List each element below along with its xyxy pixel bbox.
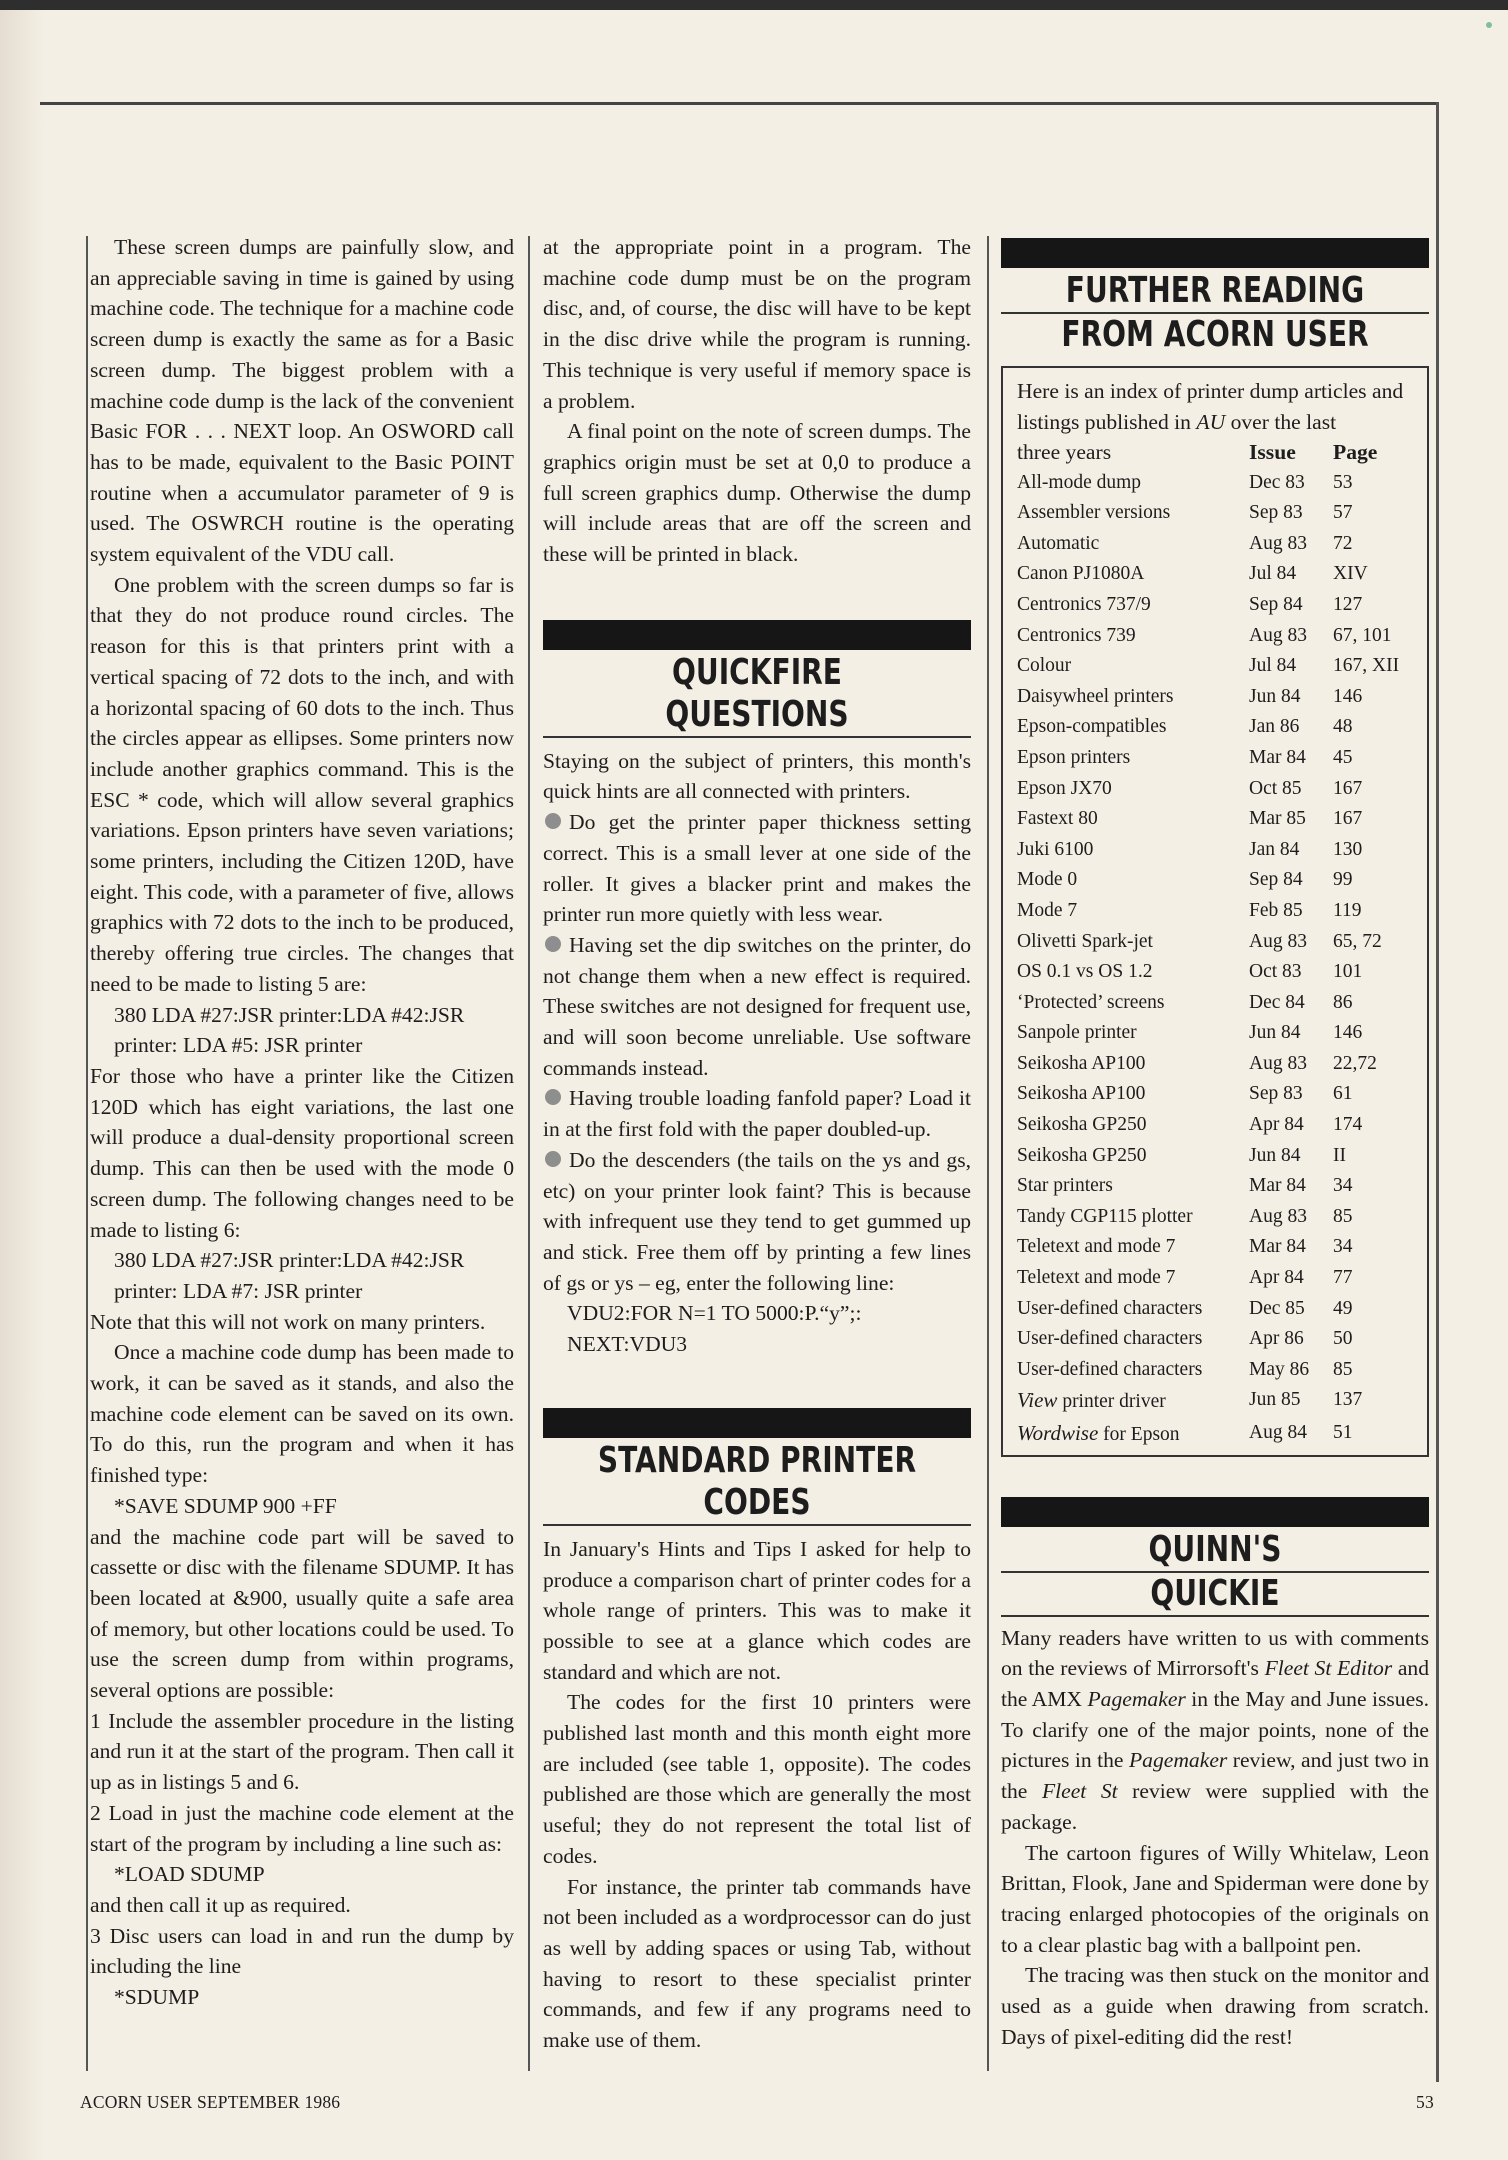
- table-cell-issue: Apr 84: [1249, 1114, 1304, 1136]
- table-cell-page: XIV: [1333, 563, 1368, 585]
- table-cell-title: Seikosha AP100: [1017, 1083, 1146, 1105]
- table-row: [1017, 774, 1415, 805]
- table-cell-page: 34: [1333, 1236, 1353, 1258]
- table-cell-issue: Apr 86: [1249, 1328, 1304, 1350]
- paragraph: These screen dumps are painfully slow, and an appreciable saving in time is gained by using machine code. The technique for a machine code screen dump is exactly the same as for a Basic screen dump. The biggest problem with a machine code dump is the lack of the convenient Basic FOR . . . NEXT loop. An OSWORD call has to be made, equivalent to the Basic POINT routine when a accumulator parameter of 9 is used. The OSWRCH routine is the operating system equivalent of the VDU call.: [90, 235, 514, 567]
- table-cell-title: Centronics 739: [1017, 624, 1136, 646]
- paragraph: at the appropriate point in a program. The machine code dump must be on the program disc, and, of course, the disc will have to be kept in the disc drive while the program is running. This technique is very useful if memory space is a problem.: [543, 235, 971, 413]
- table-cell-page: 167, XII: [1333, 655, 1400, 677]
- heading-bar: [1001, 1497, 1429, 1527]
- quickfire-heading-line1: QUICKFIRE: [672, 651, 842, 693]
- paragraph: and then call it up as required.: [90, 1892, 351, 1917]
- table-cell-issue: Sep 83: [1249, 502, 1303, 524]
- table-cell-issue: Oct 83: [1249, 961, 1302, 983]
- table-cell-issue: Feb 85: [1249, 899, 1303, 921]
- paragraph: 1 Include the assembler procedure in the listing and run it at the start of the program. Then call it up as in listings 5 and 6.: [90, 1708, 514, 1795]
- quickfire-bullet: Having trouble loading fanfold paper? Load it in at the first fold with the paper doubled-up.: [543, 1086, 971, 1142]
- paragraph: For those who have a printer like the Citizen 120D which has eight variations, the last one will produce a dual-density proportional screen dump. This can then be used with the mode 0 screen dump. The following changes need to be made to listing 6:: [90, 1063, 514, 1242]
- table-cell-page: 48: [1333, 716, 1353, 738]
- table-cell-title: User-defined characters: [1017, 1328, 1203, 1350]
- table-cell-title: Seikosha AP100: [1017, 1052, 1146, 1074]
- table-cell-page: 72: [1333, 532, 1353, 554]
- table-cell-title: Epson-compatibles: [1017, 716, 1167, 738]
- table-row: [1017, 1049, 1415, 1080]
- table-cell-issue: Dec 83: [1249, 471, 1305, 493]
- column-rule-middle: [528, 236, 530, 2071]
- page-number: 53: [1416, 2092, 1434, 2112]
- table-cell-issue: Aug 83: [1249, 930, 1307, 952]
- table-cell-issue: Aug 83: [1249, 1205, 1307, 1227]
- table-row: [1017, 1018, 1415, 1049]
- table-cell-title: Fastext 80: [1017, 808, 1098, 830]
- code-listing: *SAVE SDUMP 900 +FF: [114, 1493, 337, 1518]
- article-column-2: [543, 232, 971, 2056]
- table-row: [1017, 1263, 1415, 1294]
- paragraph: Note that this will not work on many printers.: [90, 1309, 486, 1334]
- table-row: [1017, 957, 1415, 988]
- paragraph: The cartoon figures of Willy Whitelaw, Leon Brittan, Flook, Jane and Spiderman were done by tracing enlarged photocopies of the originals on to a clear plastic bag with a ballpoint pen.: [1001, 1840, 1429, 1957]
- table-cell-page: 61: [1333, 1083, 1353, 1105]
- table-cell-page: 22,72: [1333, 1052, 1377, 1074]
- table-cell-page: 86: [1333, 991, 1353, 1013]
- table-row: [1017, 835, 1415, 866]
- table-cell-title: Star printers: [1017, 1175, 1113, 1197]
- table-cell-title: Automatic: [1017, 532, 1100, 554]
- bullet-icon: [545, 936, 561, 952]
- table-cell-title: Centronics 737/9: [1017, 593, 1151, 615]
- table-cell-title: Tandy CGP115 plotter: [1017, 1205, 1193, 1227]
- table-row: [1017, 559, 1415, 590]
- paragraph: Many readers have written to us with comments on the reviews of Mirrorsoft's Fleet St Editor and the AMX Pagemaker in the May and June issues. To clarify one of the major points, none of the pictures in the Pagemaker review, and just two in the Fleet St review were supplied with the package.: [1001, 1625, 1430, 1834]
- paragraph: Once a machine code dump has been made to work, it can be saved as it stands, and also the machine code element can be saved on its own. To do this, run the program and when it has finished type:: [90, 1340, 514, 1488]
- heading-bar: [543, 1408, 971, 1438]
- table-cell-issue: Mar 84: [1249, 746, 1306, 768]
- table-cell-title: User-defined characters: [1017, 1297, 1203, 1319]
- table-cell-issue: Jul 84: [1249, 655, 1297, 677]
- footer-publication: ACORN USER SEPTEMBER 1986: [80, 2092, 341, 2112]
- table-cell-issue: Jan 86: [1249, 716, 1300, 738]
- table-row: [1017, 1294, 1415, 1325]
- quickfire-bullet: Do get the printer paper thickness setting correct. This is a small lever at one side of the roller. It gives a blacker print and makes the printer run more quietly with less wear.: [543, 810, 971, 927]
- table-cell-title: Daisywheel printers: [1017, 685, 1174, 707]
- table-row: [1017, 1232, 1415, 1263]
- table-cell-page: 99: [1333, 869, 1353, 891]
- quinns-quickie-heading-line2: QUICKIE: [1150, 1572, 1280, 1614]
- table-cell-page: 49: [1333, 1297, 1353, 1319]
- paragraph: A final point on the note of screen dumps. The graphics origin must be set at 0,0 to produce a full screen graphics dump. Otherwise the dump will include areas that are off the screen and these will be printed in black.: [543, 419, 971, 567]
- table-row: [1017, 743, 1415, 774]
- table-cell-issue: Jul 84: [1249, 563, 1297, 585]
- further-reading-box: [1001, 366, 1429, 1457]
- column-header-issue: Issue: [1249, 440, 1296, 465]
- table-cell-title: OS 0.1 vs OS 1.2: [1017, 961, 1153, 983]
- column-rule-left: [86, 236, 88, 2071]
- table-row: [1017, 468, 1415, 499]
- table-row: [1017, 896, 1415, 927]
- table-cell-page: 167: [1333, 808, 1363, 830]
- table-cell-page: 85: [1333, 1358, 1353, 1380]
- column-rule-right: [987, 236, 989, 2071]
- bullet-icon: [545, 813, 561, 829]
- table-header-row: [1017, 437, 1415, 468]
- table-cell-title: Seikosha GP250: [1017, 1144, 1147, 1166]
- table-row: [1017, 865, 1415, 896]
- table-cell-title: Juki 6100: [1017, 838, 1094, 860]
- table-row: [1017, 529, 1415, 560]
- page-spine: [0, 0, 44, 2160]
- table-cell-title: All-mode dump: [1017, 471, 1142, 493]
- table-row: [1017, 927, 1415, 958]
- top-edge-rule: [0, 0, 1508, 10]
- table-row: [1017, 590, 1415, 621]
- table-row: [1017, 651, 1415, 682]
- column-header-page: Page: [1333, 440, 1378, 465]
- bullet-icon: [545, 1089, 561, 1105]
- table-cell-title: Teletext and mode 7: [1017, 1267, 1176, 1289]
- table-cell-page: 130: [1333, 838, 1363, 860]
- table-cell-page: 167: [1333, 777, 1363, 799]
- table-cell-page: 45: [1333, 746, 1353, 768]
- table-cell-issue: Dec 85: [1249, 1297, 1305, 1319]
- heading-bar: [543, 620, 971, 650]
- table-cell-page: 67, 101: [1333, 624, 1392, 646]
- paragraph: The codes for the first 10 printers were published last month and this month eight more are included (see table 1, opposite). The codes published are those which are generally the most useful; they do not represent the total list of codes.: [543, 1690, 971, 1868]
- table-cell-issue: Aug 83: [1249, 1052, 1307, 1074]
- table-cell-issue: Sep 83: [1249, 1083, 1303, 1105]
- table-cell-issue: Jun 84: [1249, 1144, 1301, 1166]
- table-cell-issue: Jun 84: [1249, 1022, 1301, 1044]
- paragraph: For instance, the printer tab commands have not been included as a wordprocessor can do just as well by adding spaces or using Tab, without having to resort to these specialist printer commands, and few if any programs need to make use of them.: [543, 1874, 971, 2053]
- table-cell-issue: Mar 84: [1249, 1175, 1306, 1197]
- standard-codes-heading-line2: CODES: [703, 1481, 811, 1523]
- quickfire-bullet: Having set the dip switches on the printer, do not change them when a new effect is required. These switches are not designed for frequent use, and will soon become unreliable. Use software commands instead.: [543, 932, 971, 1080]
- table-intro-tail: three years: [1017, 440, 1112, 464]
- table-cell-issue: Jun 84: [1249, 685, 1301, 707]
- code-listing: 380 LDA #27:JSR printer:LDA #42:JSR printer: LDA #5: JSR printer: [114, 1002, 465, 1058]
- table-cell-title: Colour: [1017, 655, 1072, 677]
- table-row: [1017, 1171, 1415, 1202]
- code-listing: 380 LDA #27:JSR printer:LDA #42:JSR printer: LDA #7: JSR printer: [114, 1248, 465, 1303]
- table-cell-title: Sanpole printer: [1017, 1022, 1137, 1044]
- heading-bar: [1001, 238, 1429, 268]
- corner-mark: [1486, 22, 1492, 28]
- table-cell-issue: Mar 85: [1249, 808, 1306, 830]
- table-cell-title: ‘Protected’ screens: [1017, 991, 1165, 1013]
- table-cell-page: 53: [1333, 471, 1353, 493]
- table-cell-page: 146: [1333, 685, 1363, 707]
- table-cell-page: 127: [1333, 593, 1363, 615]
- table-cell-title: Mode 0: [1017, 869, 1078, 891]
- quinns-quickie-heading-line1: QUINN'S: [1148, 1528, 1282, 1570]
- paragraph: 2 Load in just the machine code element at the start of the program by including a line such as:: [90, 1800, 514, 1856]
- table-cell-issue: Aug 83: [1249, 532, 1307, 554]
- further-reading-table: [1017, 437, 1415, 1451]
- quickfire-heading-line2: QUESTIONS: [665, 693, 849, 735]
- table-cell-page: 65, 72: [1333, 930, 1382, 952]
- table-row: [1017, 1110, 1415, 1141]
- table-row: [1017, 621, 1415, 652]
- table-row: [1017, 988, 1415, 1019]
- table-cell-issue: May 86: [1249, 1358, 1310, 1380]
- table-cell-title: Mode 7: [1017, 899, 1078, 921]
- standard-codes-heading-line1: STANDARD PRINTER: [597, 1439, 917, 1481]
- table-cell-title: Canon PJ1080A: [1017, 563, 1145, 585]
- paragraph: The tracing was then stuck on the monitor and used as a guide when drawing from scratch. Days of pixel-editing did the rest!: [1001, 1963, 1429, 2049]
- table-cell-issue: Mar 84: [1249, 1236, 1306, 1258]
- table-cell-page: 77: [1333, 1267, 1353, 1289]
- table-row: [1017, 1202, 1415, 1233]
- article-column-1: [90, 232, 514, 2013]
- table-cell-issue: Sep 84: [1249, 869, 1303, 891]
- table-row: [1017, 1141, 1415, 1172]
- table-row: View printer driver Jun 85 137: [1017, 1388, 1363, 1413]
- table-cell-title: User-defined characters: [1017, 1358, 1203, 1380]
- code-listing: VDU2:FOR N=1 TO 5000:P.“y”;:: [567, 1301, 862, 1326]
- table-cell-page: II: [1333, 1144, 1346, 1166]
- table-row: [1017, 1079, 1415, 1110]
- table-cell-page: 85: [1333, 1205, 1353, 1227]
- further-reading-heading-line1: FURTHER READING: [1065, 270, 1365, 311]
- table-row: [1017, 1324, 1415, 1355]
- table-cell-page: 57: [1333, 502, 1353, 524]
- table-row: [1017, 498, 1415, 529]
- quickfire-bullet: Do the descenders (the tails on the ys and gs, etc) on your printer look faint? This is because with infrequent use they tend to get gummed up and stick. Free them off by printing a few lines of gs or ys – eg, enter the following line:: [543, 1147, 971, 1295]
- table-cell-page: 50: [1333, 1328, 1353, 1350]
- table-row: [1017, 712, 1415, 743]
- table-cell-issue: Oct 85: [1249, 777, 1302, 799]
- paragraph: and the machine code part will be saved to cassette or disc with the filename SDUMP. It has been located at &900, usually quite a safe area of memory, but other locations could be used. To use the screen dump from within programs, several options are possible:: [90, 1524, 514, 1703]
- table-cell-title: Seikosha GP250: [1017, 1114, 1147, 1136]
- table-row: [1017, 682, 1415, 713]
- table-cell-issue: Aug 83: [1249, 624, 1307, 646]
- table-cell-issue: Dec 84: [1249, 991, 1305, 1013]
- table-row: [1017, 804, 1415, 835]
- paragraph: 3 Disc users can load in and run the dump by including the line: [90, 1923, 514, 1979]
- bullet-icon: [545, 1151, 561, 1167]
- right-border-rule: [1436, 102, 1439, 2082]
- paragraph: In January's Hints and Tips I asked for help to produce a comparison chart of printer codes for a whole range of printers. This was to make it possible to see at a glance which codes are standard and which are not.: [543, 1536, 971, 1684]
- sidebar-column: [1001, 238, 1429, 2052]
- table-cell-title: Teletext and mode 7: [1017, 1236, 1176, 1258]
- table-cell-page: 146: [1333, 1022, 1363, 1044]
- table-cell-page: 119: [1333, 899, 1362, 921]
- table-cell-issue: Jan 84: [1249, 838, 1300, 860]
- header-rule: [40, 102, 1438, 105]
- code-listing: NEXT:VDU3: [567, 1332, 688, 1357]
- further-reading-intro: Here is an index of printer dump articles and listings published in AU over the last: [1017, 379, 1404, 434]
- table-cell-title: Epson JX70: [1017, 777, 1112, 799]
- table-cell-issue: Sep 84: [1249, 593, 1303, 615]
- paragraph: One problem with the screen dumps so far is that they do not produce round circles. The reason for this is that printers print with a vertical spacing of 72 dots to the inch, and with a horizontal spacing of 60 dots to the inch. Thus the circles appear as ellipses. Some printers now include another graphics command. This is the ESC * code, which will allow several graphics variations. Epson printers have seven variations; some printers, including the Citizen 120D, have eight. This code, with a parameter of five, allows graphics with 72 dots to the inch to be produced, thereby offering true circles. The changes that need to be made to listing 5 are:: [90, 572, 514, 996]
- code-listing: *SDUMP: [114, 1985, 200, 2010]
- table-cell-page: 174: [1333, 1114, 1363, 1136]
- table-cell-issue: Apr 84: [1249, 1267, 1304, 1289]
- code-listing: *LOAD SDUMP: [114, 1862, 265, 1887]
- quickfire-intro: Staying on the subject of printers, this month's quick hints are all connected with printers.: [543, 748, 971, 804]
- table-cell-title: Assembler versions: [1017, 502, 1171, 524]
- table-cell-title: Epson printers: [1017, 746, 1131, 768]
- table-cell-page: 101: [1333, 961, 1363, 983]
- table-cell-page: 34: [1333, 1175, 1353, 1197]
- table-row: [1017, 1355, 1415, 1386]
- table-cell-title: Olivetti Spark-jet: [1017, 930, 1153, 952]
- table-row: Wordwise for Epson Aug 84 51: [1017, 1421, 1353, 1445]
- further-reading-heading-line2: FROM ACORN USER: [1061, 314, 1369, 355]
